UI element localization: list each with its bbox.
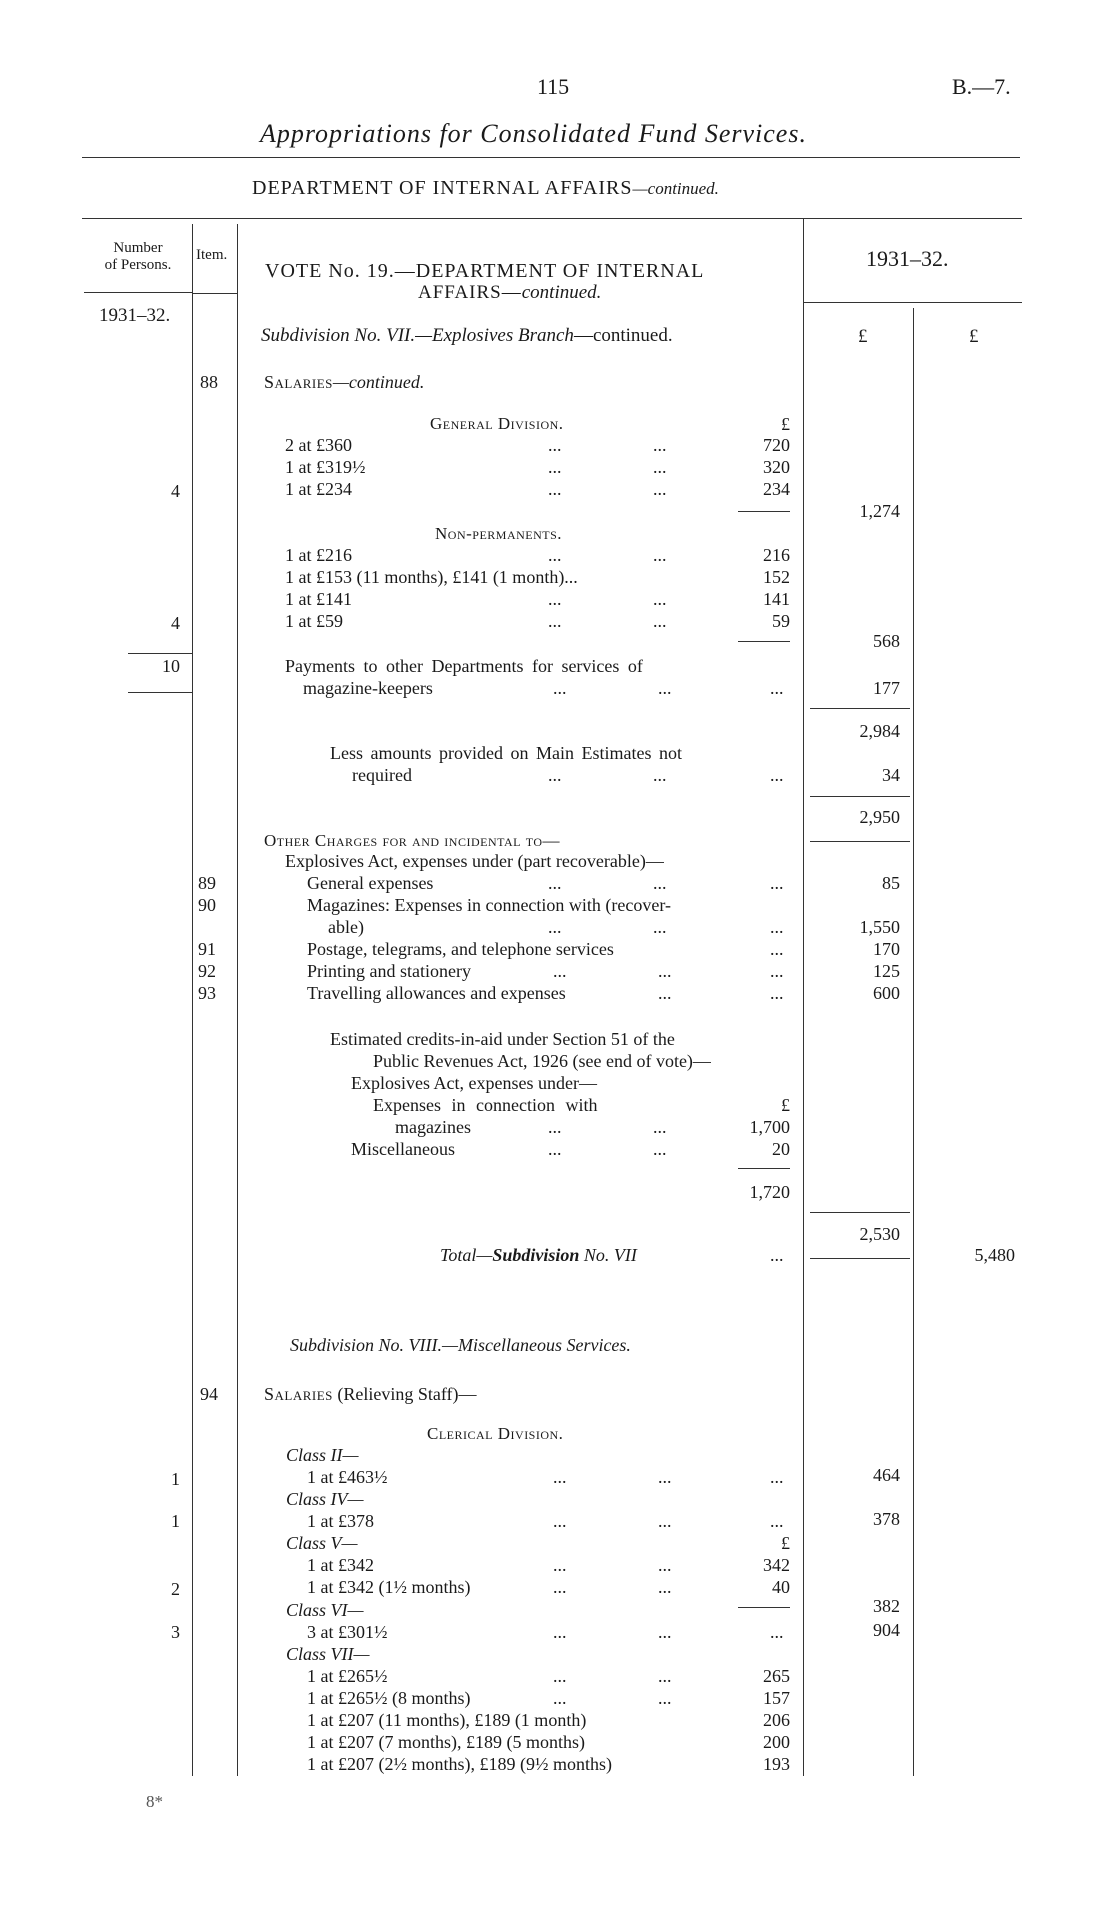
leader-dots: ... [553, 1555, 567, 1575]
np-row-label: 1 at £216 [285, 545, 352, 565]
leader-dots: ... [658, 1666, 672, 1686]
leader-dots: ... [770, 939, 784, 959]
class-vii-heading: Class VII— [286, 1644, 370, 1664]
leader-dots: ... [653, 457, 667, 477]
credits-pound: £ [781, 1095, 790, 1115]
payments-label: Payments to other Departments for services of [285, 656, 643, 676]
page-number: 115 [537, 74, 570, 99]
class-row-label: 1 at £342 [307, 1555, 374, 1575]
item-column-header: Item. [196, 247, 228, 263]
pound-column-header: £ [858, 326, 868, 347]
subdivision-vii-total-label: Total—Subdivision No. VII [440, 1245, 637, 1265]
subtotal-rule [738, 1168, 790, 1169]
year-column-header: 1931–32. [866, 246, 949, 271]
class-row-label: 1 at £342 (1½ months) [307, 1577, 471, 1597]
leader-dots: ... [658, 1555, 672, 1575]
item-number-88: 88 [200, 372, 218, 392]
gd-persons: 4 [171, 481, 180, 501]
persons-column-header: Number of Persons. [104, 240, 172, 273]
leader-dots: ... [658, 1467, 672, 1487]
class-ii-heading: Class II— [286, 1445, 359, 1465]
leader-dots: ... [653, 1139, 667, 1159]
leader-dots: ... [770, 917, 784, 937]
item-number: 89 [198, 873, 216, 893]
leader-dots: ... [553, 1511, 567, 1531]
payments-label-continued: magazine-keepers [303, 678, 433, 698]
charge-label: Travelling allowances and expenses [307, 983, 566, 1003]
credits-subheading: Explosives Act, expenses under— [351, 1073, 597, 1093]
gd-row-label: 1 at £234 [285, 479, 352, 499]
leader-dots: ... [658, 961, 672, 981]
table-top-rule [82, 218, 1022, 219]
class-row-amount: 200 [763, 1732, 790, 1752]
gd-row-amount: 234 [763, 479, 790, 499]
subtotal-rule [738, 1607, 790, 1608]
leader-dots: ... [553, 1688, 567, 1708]
leader-dots: ... [553, 1577, 567, 1597]
leader-dots: ... [653, 479, 667, 499]
item-header-rule [192, 293, 237, 294]
subtotal-rule [738, 641, 790, 642]
credits-row-label-continued: magazines [395, 1117, 471, 1137]
gd-row-amount: 720 [763, 435, 790, 455]
salaries-heading: Salaries—continued. [264, 372, 425, 392]
leader-dots: ... [548, 611, 562, 631]
item-number-94: 94 [200, 1384, 218, 1404]
subdivision-viii-heading: Subdivision No. VIII.—Miscellaneous Services. [290, 1335, 631, 1355]
class-amount: 382 [873, 1596, 900, 1616]
clerical-division-heading: Clerical Division. [427, 1424, 564, 1443]
leader-dots: ... [653, 917, 667, 937]
vote-heading: VOTE No. 19.—DEPARTMENT OF INTERNAL [265, 260, 705, 282]
class-row-label: 1 at £265½ (8 months) [307, 1688, 471, 1708]
item-number: 93 [198, 983, 216, 1003]
leader-dots: ... [653, 765, 667, 785]
subtotal-rule [810, 1258, 910, 1259]
leader-dots: ... [653, 873, 667, 893]
class-row-amount: 157 [763, 1688, 790, 1708]
gd-total: 1,274 [859, 501, 900, 521]
payments-amount: 177 [873, 678, 900, 698]
class-row-amount: 265 [763, 1666, 790, 1686]
np-row-amount: 141 [763, 589, 790, 609]
salaries-net: 2,950 [859, 807, 900, 827]
leader-dots: ... [553, 678, 567, 698]
general-division-heading: General Division. [430, 414, 564, 433]
leader-dots: ... [770, 1467, 784, 1487]
leader-dots: ... [770, 678, 784, 698]
leader-dots: ... [770, 765, 784, 785]
class-row-label: 1 at £265½ [307, 1666, 388, 1686]
leader-dots: ... [658, 1511, 672, 1531]
subtotal-rule [810, 1212, 910, 1213]
charge-amount: 125 [873, 961, 900, 981]
charge-amount: 85 [882, 873, 900, 893]
gd-row-amount: 320 [763, 457, 790, 477]
leader-dots: ... [653, 611, 667, 631]
subtotal-rule [810, 708, 910, 709]
other-charges-heading: Other Charges for and incidental to— [264, 831, 561, 850]
signature-mark: 8* [146, 1792, 163, 1811]
leader-dots: ... [653, 435, 667, 455]
amount-column-rule [803, 218, 804, 1776]
salaries-subtotal: 2,984 [859, 721, 900, 741]
np-row-amount: 59 [772, 611, 790, 631]
credits-misc-amount: 20 [772, 1139, 790, 1159]
class-row-label: 1 at £207 (2½ months), £189 (9½ months) [307, 1754, 612, 1774]
leader-dots: ... [770, 983, 784, 1003]
leader-dots: ... [548, 1117, 562, 1137]
document-reference: B.—7. [952, 74, 1011, 99]
leader-dots: ... [653, 545, 667, 565]
leader-dots: ... [553, 1467, 567, 1487]
less-label-continued: required [352, 765, 412, 785]
vote-heading-continued: AFFAIRS—continued. [418, 282, 602, 303]
subtotal-rule [810, 841, 910, 842]
charge-label: Postage, telegrams, and telephone services [307, 939, 614, 959]
np-persons: 4 [171, 613, 180, 633]
class-amount: 378 [873, 1509, 900, 1529]
leader-dots: ... [658, 1688, 672, 1708]
leader-dots: ... [548, 435, 562, 455]
class-row-amount: 193 [763, 1754, 790, 1774]
class-amount: 464 [873, 1465, 900, 1485]
class-persons: 1 [171, 1469, 180, 1489]
item-number: 92 [198, 961, 216, 981]
charge-amount: 1,550 [859, 917, 900, 937]
item-number: 90 [198, 895, 216, 915]
leader-dots: ... [548, 545, 562, 565]
class-iv-heading: Class IV— [286, 1489, 364, 1509]
year-header-rule [803, 302, 1022, 303]
class-persons: 2 [171, 1579, 180, 1599]
relieving-staff-heading: Salaries (Relieving Staff)— [264, 1384, 477, 1404]
charge-label-continued: able) [328, 917, 364, 937]
credits-total: 1,720 [749, 1182, 790, 1202]
leader-dots: ... [653, 589, 667, 609]
less-amount: 34 [882, 765, 900, 785]
persons-total: 10 [162, 656, 180, 676]
total-column-rule [913, 308, 914, 1776]
less-label: Less amounts provided on Main Estimates not [330, 743, 682, 763]
header-rule [82, 157, 1020, 158]
charge-label: General expenses [307, 873, 434, 893]
explosives-act-heading: Explosives Act, expenses under (part recoverable)— [285, 851, 664, 871]
credits-label: Estimated credits-in-aid under Section 51 of the [330, 1029, 675, 1049]
credits-magazines-amount: 1,700 [749, 1117, 790, 1137]
class-row-amount: 40 [772, 1577, 790, 1597]
charge-label: Printing and stationery [307, 961, 471, 981]
leader-dots: ... [548, 765, 562, 785]
class-row-label: 3 at £301½ [307, 1622, 388, 1642]
subtotal-rule [738, 511, 790, 512]
np-total: 568 [873, 631, 900, 651]
class-row-label: 1 at £207 (11 months), £189 (1 month) [307, 1710, 587, 1730]
persons-header-rule [84, 292, 192, 293]
page-title: Appropriations for Consolidated Fund Services. [260, 119, 807, 148]
class-amount: 904 [873, 1620, 900, 1640]
class-persons: 3 [171, 1622, 180, 1642]
leader-dots: ... [548, 917, 562, 937]
item-number: 91 [198, 939, 216, 959]
leader-dots: ... [548, 457, 562, 477]
charge-amount: 600 [873, 983, 900, 1003]
pound-total-header: £ [969, 326, 979, 347]
leader-dots: ... [553, 961, 567, 981]
non-permanents-heading: Non-permanents. [435, 524, 563, 543]
charge-label: Magazines: Expenses in connection with (recover- [307, 895, 672, 915]
credits-label-continued: Public Revenues Act, 1926 (see end of vote)— [373, 1051, 711, 1071]
leader-dots: ... [548, 589, 562, 609]
leader-dots: ... [658, 983, 672, 1003]
charge-amount: 170 [873, 939, 900, 959]
leader-dots: ... [770, 873, 784, 893]
leader-dots: ... [658, 1622, 672, 1642]
class-v-pound: £ [781, 1533, 790, 1553]
class-row-label: 1 at £463½ [307, 1467, 388, 1487]
leader-dots: ... [548, 1139, 562, 1159]
leader-dots: ... [553, 1622, 567, 1642]
np-row-amount: 216 [763, 545, 790, 565]
class-v-heading: Class V— [286, 1533, 358, 1553]
persons-rule [128, 653, 192, 654]
class-row-amount: 342 [763, 1555, 790, 1575]
class-row-label: 1 at £378 [307, 1511, 374, 1531]
np-row-label: 1 at £153 (11 months), £141 (1 month)... [285, 567, 578, 587]
leader-dots: ... [658, 1577, 672, 1597]
gd-row-label: 2 at £360 [285, 435, 352, 455]
leader-dots: ... [548, 479, 562, 499]
persons-rule [128, 692, 192, 693]
class-row-amount: 206 [763, 1710, 790, 1730]
persons-year-label: 1931–32. [99, 305, 171, 326]
leader-dots: ... [653, 1117, 667, 1137]
item-column-rule [237, 224, 238, 1776]
leader-dots: ... [770, 961, 784, 981]
other-charges-total: 2,530 [859, 1224, 900, 1244]
leader-dots: ... [770, 1511, 784, 1531]
class-persons: 1 [171, 1511, 180, 1531]
credits-misc-label: Miscellaneous [351, 1139, 455, 1159]
np-row-label: 1 at £141 [285, 589, 352, 609]
credits-row-label: Expenses in connection with [373, 1095, 598, 1115]
leader-dots: ... [770, 1622, 784, 1642]
gd-row-label: 1 at £319½ [285, 457, 366, 477]
class-vi-heading: Class VI— [286, 1600, 364, 1620]
leader-dots: ... [658, 678, 672, 698]
leader-dots: ... [553, 1666, 567, 1686]
class-row-label: 1 at £207 (7 months), £189 (5 months) [307, 1732, 585, 1752]
subdivision-vii-heading: Subdivision No. VII.—Explosives Branch—continued. [261, 325, 673, 346]
subdivision-vii-total-amount: 5,480 [974, 1245, 1015, 1265]
department-heading: DEPARTMENT OF INTERNAL AFFAIRS—continued. [252, 177, 719, 199]
np-row-amount: 152 [763, 567, 790, 587]
leader-dots: ... [548, 873, 562, 893]
np-row-label: 1 at £59 [285, 611, 343, 631]
general-division-pound: £ [781, 414, 790, 434]
subtotal-rule [810, 796, 910, 797]
leader-dots: ... [770, 1245, 784, 1265]
